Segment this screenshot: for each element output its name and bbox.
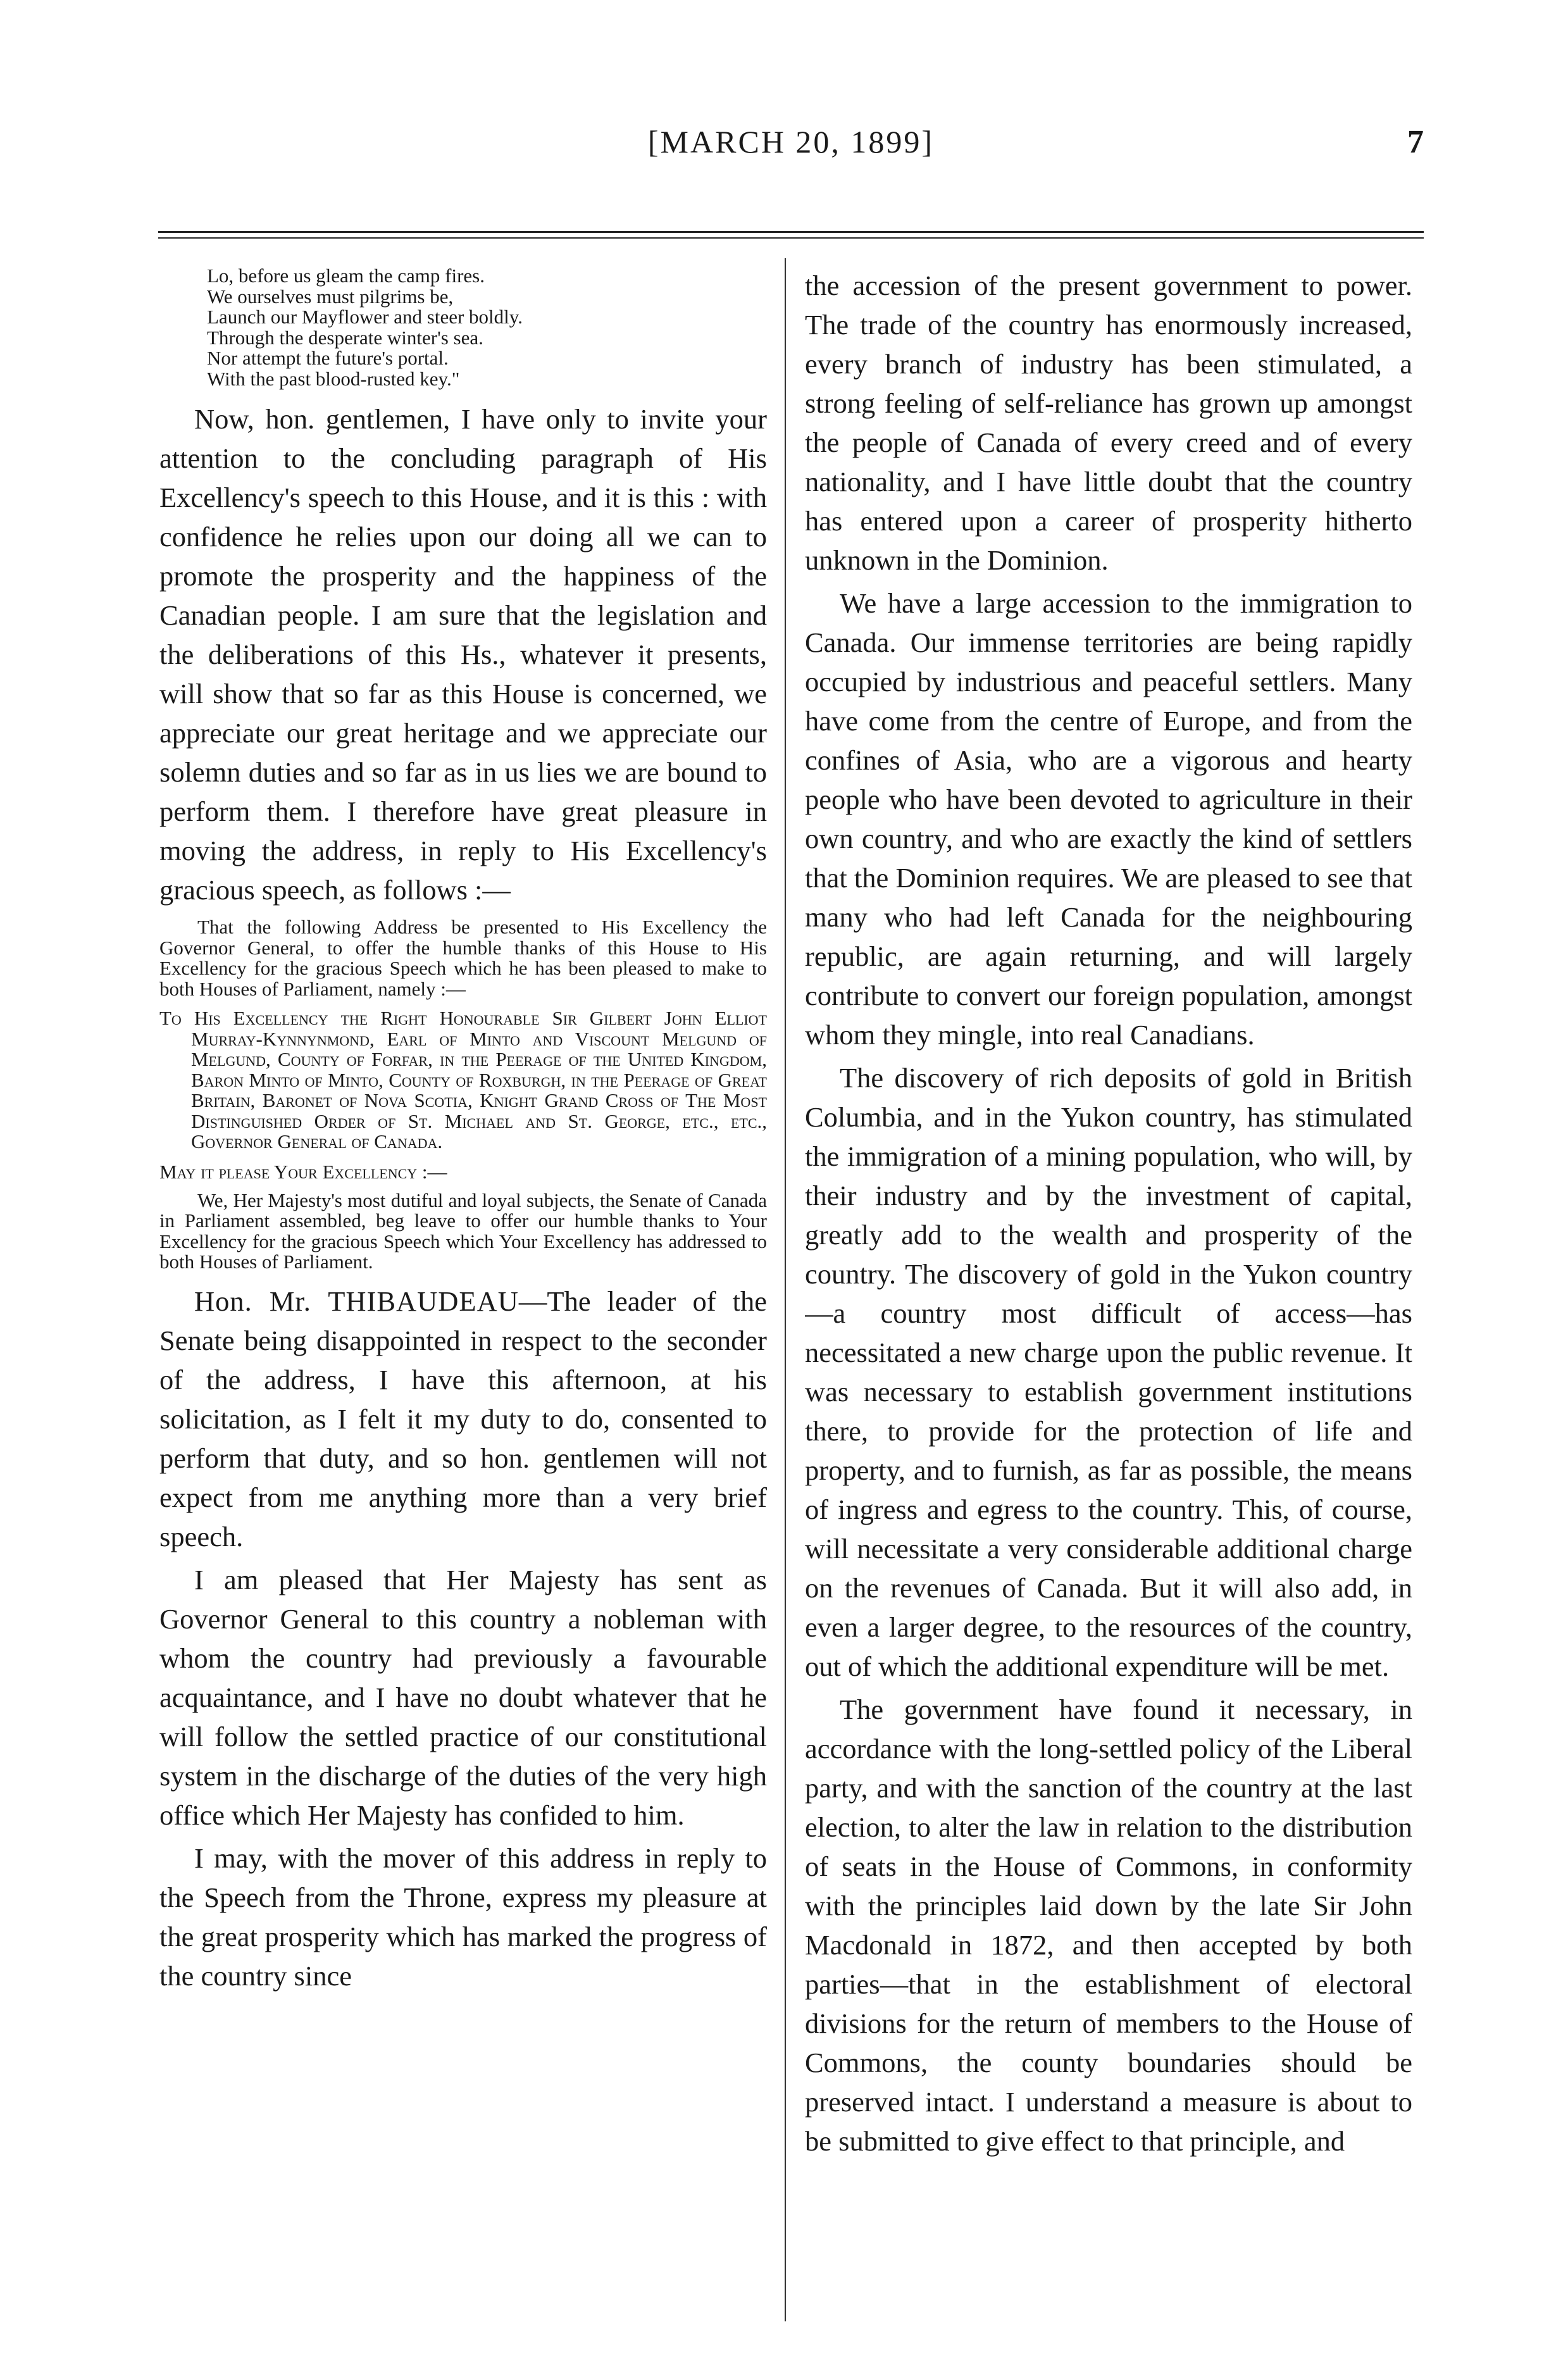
paragraph-governor-general: I am pleased that Her Majesty has sent as Governor General to this country a nobleman with whom the country had previously a favourable acquaintance, and I have no doubt whatever that he will follow the settled practice of our constitutional system in the discharge of the duties of the very high office which Her Majesty has confided to him. <box>159 1563 767 1831</box>
paragraph-gold-discovery: The discovery of rich deposits of gold in British Columbia, and in the Yukon country, has stimulated the immigration of a mining population, who will, by their industry and by the investment of capital, greatly add to the wealth and prosperity of the country. The discovery of gold in the Yukon country —a country most difficult of access—has necessitated a new charge upon the public revenue. It was necessary to establish government institutions there, to provide for the protection of life and property, and to furnish, as far as possible, the means of ingress and egress to the country. This, of course, will necessitate a very considerable additional charge on the revenues of Canada. But it will also add, in even a larger degree, to the resources of the country, out of which the additional expenditure will be met. <box>805 1062 1412 1682</box>
header-rule <box>158 231 1424 233</box>
paragraph-immigration: We have a large accession to the immigration to Canada. Our immense territories are being rapidly occupied by industrious and peaceful settlers. Many have come from the centre of Europe, and from the confines of Asia, who are a vigorous and hearty people who have been devoted to agriculture in their own country, and who are exactly the kind of settlers that the Dominion requires. We are pleased to see that many who had left Canada for the neighbouring republic, are again returning, and will largely contribute to convert our foreign population, amongst whom they mingle, into real Canadians. <box>805 587 1412 1051</box>
header-rule-secondary <box>158 237 1424 239</box>
column-divider <box>785 258 786 2321</box>
speaker-name: Hon. Mr. THIBAUDEAU <box>194 1285 519 1317</box>
address-to-governor <box>159 1008 767 1152</box>
address-salutation: To His Excellency <box>159 1007 328 1029</box>
poem-line: With the past blood-rusted key." <box>207 367 460 390</box>
poem-line: Nor attempt the future's portal. <box>207 347 449 369</box>
poem-quote <box>159 266 767 389</box>
paragraph-redistribution: The government have found it necessary, in accordance with the long-settled policy of the Liberal party, and with the sanction of the country at the last election, to alter the law in relation to the distribution of seats in the House of Commons, in conformity with the principles laid down by the late Sir John Macdonald in 1872, and then accepted by both parties—that in the establishment of electoral divisions for the return of members to the House of Commons, the county boundaries should be preserved intact. I understand a measure is about to be submitted to give effect to that principle, and <box>805 1694 1412 2157</box>
right-column <box>805 266 1412 2329</box>
paragraph-thibaudeau-opening <box>159 1282 767 1556</box>
poem-line: Lo, before us gleam the camp fires. <box>207 266 485 287</box>
poem-line: We ourselves must pilgrims be, <box>207 285 454 308</box>
address-body: We, Her Majesty's most dutiful and loyal subjects, the Senate of Canada in Parliament assembled, beg leave to offer our humble thanks to Your Excellency for the gracious Speech which Your Excellency has addressed to both Houses of Parliament. <box>159 1189 767 1273</box>
running-head-date: [MARCH 20, 1899] <box>647 124 935 159</box>
governor-full-title: the Right Honourable Sir Gilbert John Elliot Murray-Kynnynmond, Earl of Minto and Viscount Melgund of Melgund, County of Forfar, in the Peerage of the United Kingdom, Baron Minto of Minto, County of Roxburgh, in the Peerage of Great Britain, Baronet of Nova Scotia, Knight Grand Cross of The Most Distinguished Order of St. Michael and St. George, etc., etc., Governor General of Canada. <box>191 1007 767 1152</box>
may-it-please-heading: May it please Your Excellency :— <box>159 1160 447 1183</box>
paragraph-thibaudeau-text: —The leader of the Senate being disappointed in respect to the seconder of the address, I have this afternoon, at his solicitation, as I felt it my duty to do, consented to perform that duty, and so hon. gentlemen will not expect from me anything more than a very brief speech. <box>159 1285 767 1552</box>
address-resolution: That the following Address be presented to His Excellency the Governor General, to offer the humble thanks of this House to His Excellency for the gracious Speech which he has been pleased to make to both Houses of Parliament, namely :— <box>159 916 767 1000</box>
poem-line: Through the desperate winter's sea. <box>207 326 483 349</box>
paragraph-accession: the accession of the present government to power. The trade of the country has enormously increased, every branch of industry has been stimulated, a strong feeling of self-reliance has grown up amongst the people of Canada of every creed and of every nationality, and I have little doubt that the country has entered upon a career of prosperity hitherto unknown in the Dominion. <box>805 270 1412 576</box>
page-header <box>158 123 1424 168</box>
page-number: 7 <box>1407 124 1424 160</box>
poem-line: Launch our Mayflower and steer boldly. <box>207 306 523 328</box>
paragraph-concluding-invitation: Now, hon. gentlemen, I have only to invite your attention to the concluding paragraph of His Excellency's speech to this House, and it is this : with confidence he relies upon our doing all we can to promote the prosperity and the happiness of the Canadian people. I am sure that the legislation and the deliberations of this Hs., whatever it presents, will show that so far as this House is concerned, we appreciate our great heritage and we appreciate our solemn duties and so far as in us lies we are bound to perform them. I therefore have great pleasure in moving the address, in reply to His Excellency's gracious speech, as follows :— <box>159 403 767 906</box>
paragraph-prosperity: I may, with the mover of this address in reply to the Speech from the Throne, express my pleasure at the great prosperity which has marked the progress of the country since <box>159 1842 767 1992</box>
left-column <box>159 266 767 2329</box>
